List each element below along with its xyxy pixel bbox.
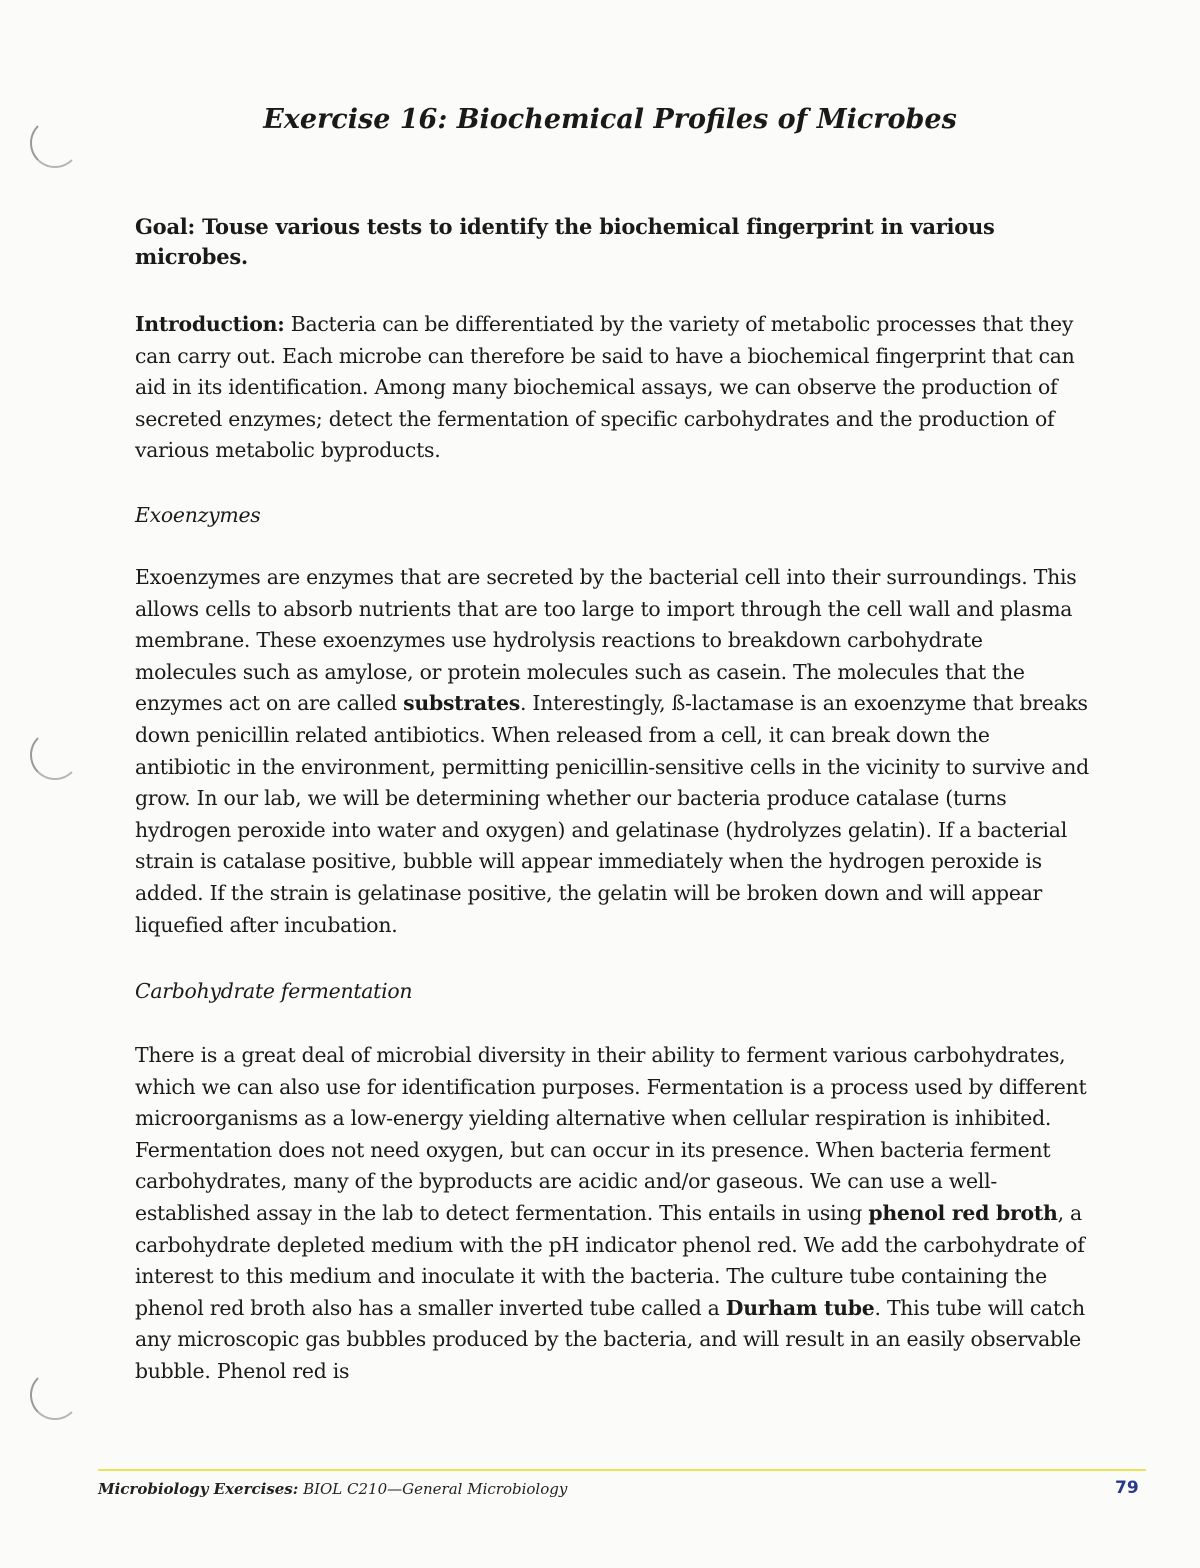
- introduction-paragraph: [135, 309, 1095, 467]
- substrates-term: substrates: [403, 691, 520, 716]
- page-number: 79: [1115, 1478, 1139, 1498]
- exoenzymes-heading: Exoenzymes: [135, 503, 261, 527]
- punch-hole-bottom: [30, 1370, 80, 1420]
- durham-tube-term: Durham tube: [725, 1295, 875, 1320]
- phenol-red-broth-term: phenol red broth: [868, 1200, 1058, 1225]
- fermentation-text-1: There is a great deal of microbial diversity in their ability to ferment various carbohydrates, which we can also use for identification purposes. Fermentation is a process used by different microorganisms as a low-energy yielding alternative when cellular respiration is inhibited. Fermentation does not need oxygen, but can occur in its presence. When bacteria ferment carbohydrates, many of the byproducts are acidic and/or gaseous. We can use a well-established assay in the lab to detect fermentation. This entails in using: [135, 1043, 1087, 1225]
- goal-statement: Goal: Touse various tests to identify the biochemical fingerprint in various microbes.: [135, 214, 995, 269]
- punch-hole-middle: [30, 730, 80, 780]
- footer-course-name: BIOL C210—General Microbiology: [298, 1480, 568, 1498]
- footer-book-title: [98, 1480, 567, 1498]
- exoenzymes-paragraph: [135, 562, 1090, 941]
- page-title: Exercise 16: Biochemical Profiles of Microbes: [263, 104, 957, 135]
- footer-rule: [98, 1469, 1146, 1471]
- fermentation-heading: Carbohydrate fermentation: [135, 979, 413, 1003]
- fermentation-text-3: . This tube will catch any microscopic gas bubbles produced by the bacteria, and will result in an easily observable bubble. Phenol red is: [135, 1295, 1085, 1383]
- exoenzymes-text-2: . Interestingly, ß-lactamase is an exoenzyme that breaks down penicillin related antibiotics. When released from a cell, it can break down the antibiotic in the environment, permitting penicillin-sensitive cells in the vicinity to survive and grow. In our lab, we will be determining whether our bacteria produce catalase (turns hydrogen peroxide into water and oxygen) and gelatinase (hydrolyzes gelatin). If a bacterial strain is catalase positive, bubble will appear immediately when the hydrogen peroxide is added. If the strain is gelatinase positive, the gelatin will be broken down and will appear liquefied after incubation.: [135, 691, 1089, 937]
- fermentation-paragraph: [135, 1040, 1090, 1388]
- introduction-text: Bacteria can be differentiated by the variety of metabolic processes that they can carry out. Each microbe can therefore be said to have a biochemical fingerprint that can aid in its identification. Among many biochemical assays, we can observe the production of secreted enzymes; detect the fermentation of specific carbohydrates and the production of various metabolic byproducts.: [135, 312, 1075, 463]
- footer-book-name: Microbiology Exercises:: [98, 1480, 299, 1498]
- fermentation-text-2: , a carbohydrate depleted medium with the pH indicator phenol red. We add the carbohydrate of interest to this medium and inoculate it with the bacteria. The culture tube containing the phenol red broth also has a smaller inverted tube called a: [135, 1200, 1085, 1320]
- introduction-label: Introduction:: [135, 312, 285, 336]
- exoenzymes-text-1: Exoenzymes are enzymes that are secreted by the bacterial cell into their surroundings. This allows cells to absorb nutrients that are too large to import through the cell wall and plasma membrane. These exoenzymes use hydrolysis reactions to breakdown carbohydrate molecules such as amylose, or protein molecules such as casein. The molecules that the enzymes act on are called: [135, 565, 1077, 716]
